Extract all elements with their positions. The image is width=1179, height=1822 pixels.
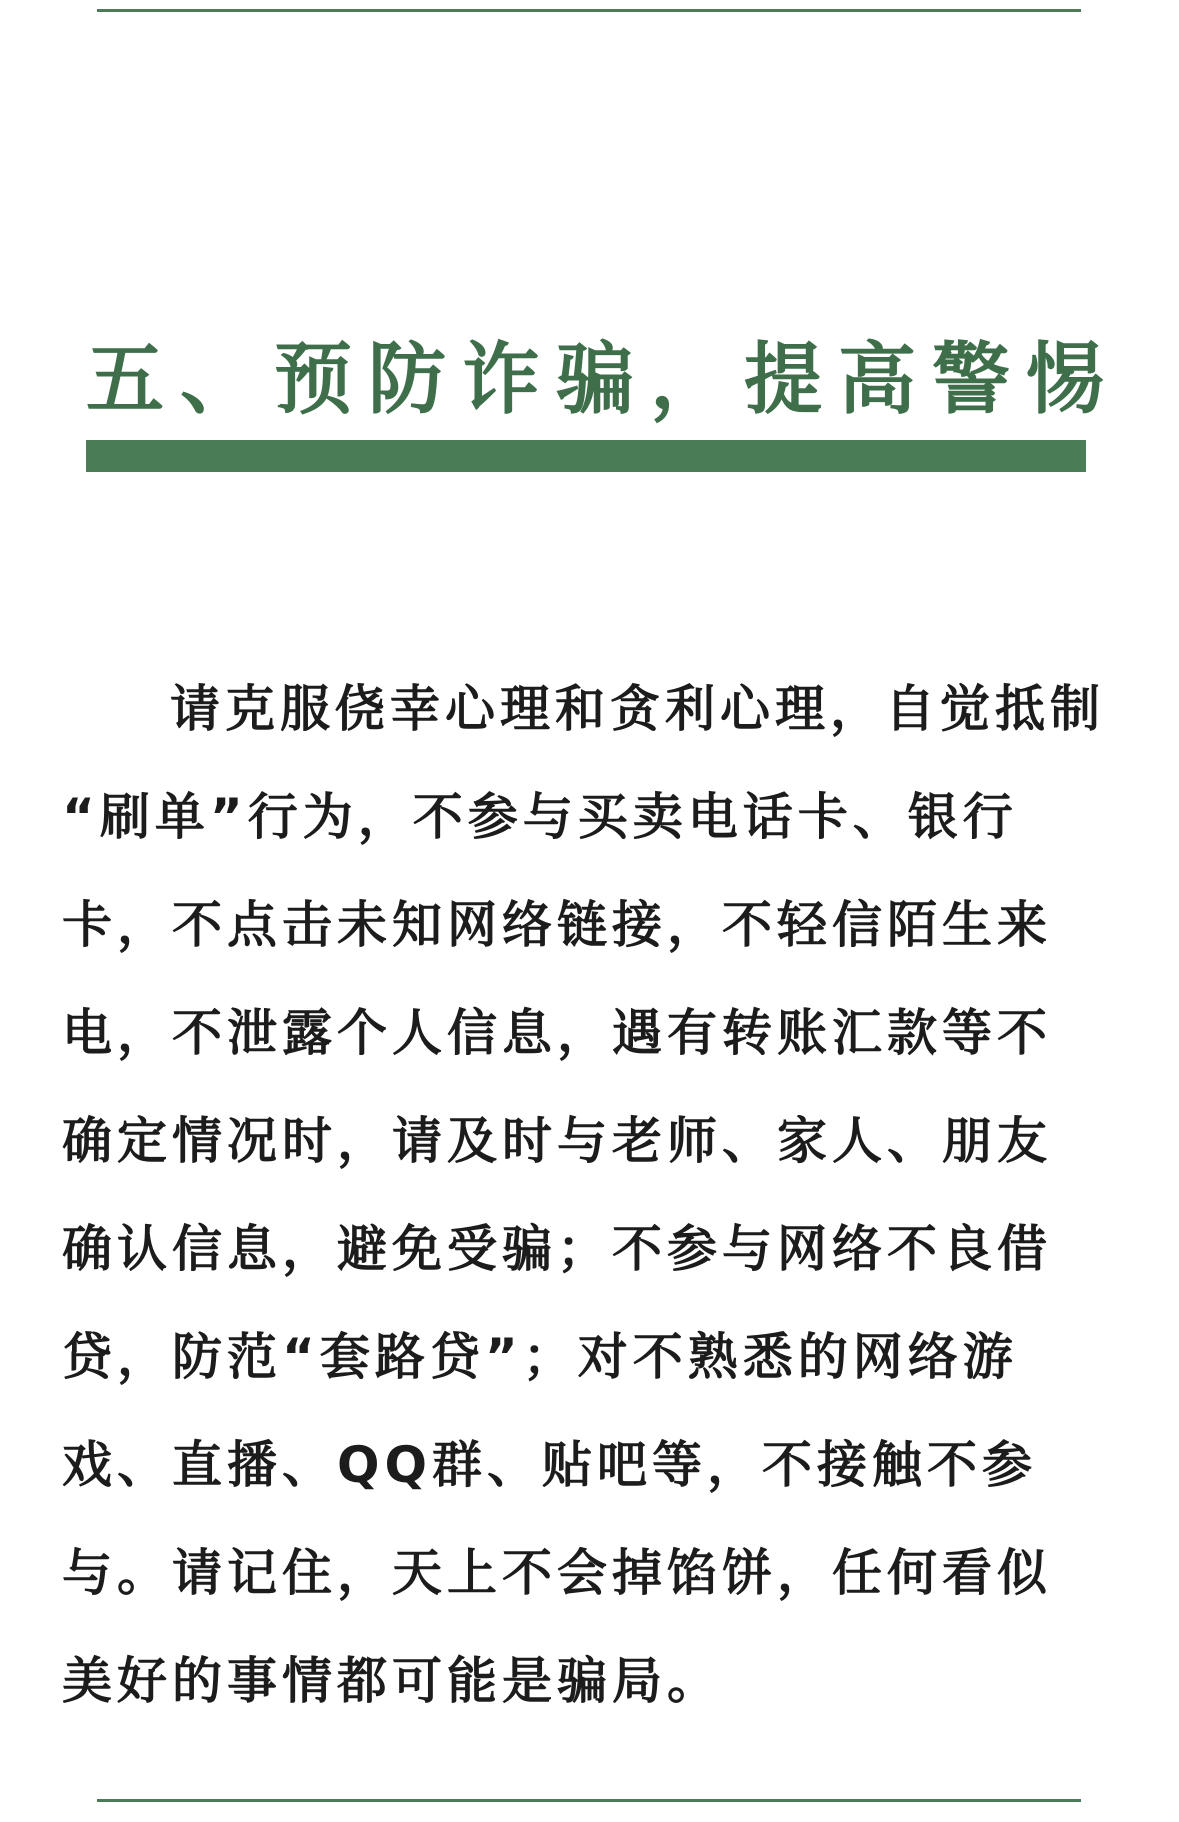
body-paragraph bbox=[62, 655, 1112, 1735]
body-line: 与。请记住，天上不会掉馅饼，任何看似 bbox=[62, 1544, 1052, 1602]
body-line: 戏、直播、QQ群、贴吧等，不接触不参 bbox=[62, 1436, 1038, 1494]
bottom-divider bbox=[97, 1799, 1081, 1802]
body-line: 电，不泄露个人信息，遇有转账汇款等不 bbox=[62, 1004, 1052, 1062]
body-line: 美好的事情都可能是骗局。 bbox=[62, 1652, 722, 1710]
section-title: 五、预防诈骗，提高警惕 bbox=[86, 335, 1121, 425]
body-line: 确认信息，避免受骗；不参与网络不良借 bbox=[62, 1220, 1052, 1278]
body-line: 确定情况时，请及时与老师、家人、朋友 bbox=[62, 1112, 1052, 1170]
body-line: 请克服侥幸心理和贪利心理，自觉抵制 bbox=[170, 680, 1105, 738]
top-divider bbox=[97, 9, 1081, 12]
body-line: 卡，不点击未知网络链接，不轻信陌生来 bbox=[62, 896, 1052, 954]
body-line: 贷，防范“套路贷”；对不熟悉的网络游 bbox=[62, 1328, 1018, 1386]
body-line: “刷单”行为，不参与买卖电话卡、银行 bbox=[62, 788, 1018, 846]
title-underline-bar bbox=[86, 440, 1086, 472]
